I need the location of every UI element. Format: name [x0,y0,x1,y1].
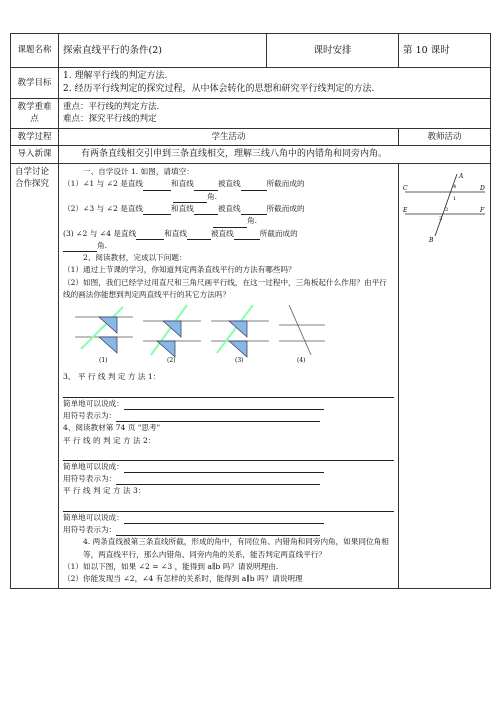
final-question-1: （1）如以下图，如果 ∠2 = ∠3 ，能得到 a∥b 吗？请说明理由. [63,561,279,571]
fig-label-1: (1) [99,357,108,364]
final-question: 4. 两条直线被第三条直线所截，形成的角中，有同位角、内错角和同旁内角，如果同位角相等，两直线平行，那么内错角、同旁内角的关系，能否判定两直线平行？ [83,537,389,559]
goals-row [11,68,491,99]
explore-content [59,164,399,588]
course-title: 探索直线平行的条件(2) [59,34,267,68]
goals-label: 教学目标 [11,68,59,99]
header-row [11,34,491,68]
teacher-activity-header: 教师活动 [399,128,491,145]
angle-1: 1 [453,196,457,203]
simple-say-3: 简单地可以说成： [63,512,394,524]
angle-3: 3 [439,216,443,223]
goal-item-1: 1. 理解平行线的判定方法. [63,71,168,81]
blank-line [63,449,394,461]
goals-content [59,68,491,99]
final-question-2: （2）你能发现当 ∠2，∠4 有怎样的关系时，能得到 a∥b 吗？请说明理 [63,574,303,584]
key-difficulty: 难点：探究平行线的判定 [63,114,157,125]
goal-item-2: 2. 经历平行线判定的探究过程，从中体会转化的思想和研究平行线判定的方法. [63,84,375,95]
fig-label-2: (2) [167,357,176,364]
question-3: (3) ∠2 与 ∠4 是直线 和直线 被直线 所截而成的 [63,228,394,240]
label-B: B [429,237,434,245]
symbol-form-2: 用符号表示为： [63,473,394,485]
label-A: A [459,173,464,181]
method-3-title: 平 行 线 判 定 方 法 3： [63,486,146,496]
explore-label: 自学讨论合作探究 [11,164,59,588]
reading-2-title: 4、阅读教材第 74 页 "思考" [63,423,161,433]
student-activity-header: 学生活动 [59,128,399,145]
label-D: D [480,185,485,193]
simple-say-2: 简单地可以说成： [63,461,394,473]
simple-say-1: 简单地可以说成： [63,398,394,410]
process-label: 教学过程 [11,128,59,145]
question-1: （1）∠1 与 ∠2 是直线 和直线 被直线 所截而成的 [63,178,394,190]
ruler-figures [73,303,394,363]
method-1-title: 3、 平 行 线 判 定 方 法 1： [63,372,161,382]
process-row [11,128,491,145]
period-suffix: 课时 [430,44,450,56]
reading-title: 2、阅读教材，完成以下问题： [83,253,187,263]
key-points-label: 教学重难点 [11,99,59,129]
blank-line [63,500,394,512]
reading-q2: （2）如图，我们已经学过用直尺和三角尺画平行线，在这一过程中，三角板起什么作用？由平行线的画法你能想到判定两直线平行的其它方法吗？ [63,277,387,300]
self-study-title: 一、自学设计 1. 如图，请填空： [83,167,194,177]
key-points-content [59,99,491,129]
intro-text: 有两条直线相交引申到三条直线相交，理解三线八角中的内错角和同旁内角。 [59,146,491,164]
fig-label-4: (4) [297,357,306,364]
course-title-label: 课题名称 [11,34,59,68]
answer-line-2: 角. [63,215,394,227]
angle-4: 4 [453,184,457,191]
figure-2 [141,303,203,363]
period-cell [399,34,491,68]
method-2-title: 平 行 线 的 判 定 方 法 2： [63,435,156,445]
angle-2: 2 [445,207,449,214]
reading-q1: （1）通过上节课的学习，你知道判定两条直线平行的方法有哪些吗？ [63,265,296,275]
intersecting-lines-diagram [401,170,487,244]
answer-line-1: 角. [63,191,394,203]
figure-4 [277,303,327,363]
label-E: E [403,207,408,215]
intro-row [11,146,491,164]
fig-label-3: (3) [235,357,244,364]
label-F: F [480,207,485,215]
lesson-plan-table [10,33,491,589]
key-points-row [11,99,491,129]
teacher-activity-column [399,164,491,588]
schedule-label: 课时安排 [267,34,399,68]
symbol-form-3: 用符号表示为： [63,524,394,536]
period-prefix: 第 [403,44,413,56]
explore-row [11,164,491,588]
answer-line-3: 角. [63,240,394,252]
key-focus: 重点：平行线的判定方法. [63,102,160,113]
blank-line [63,386,394,398]
question-2: （2）∠3 与 ∠2 是直线 和直线 被直线 所截而成的 [63,203,394,215]
symbol-form-1: 用符号表示为： [63,410,394,422]
intro-label: 导入新课 [11,146,59,164]
label-C: C [403,185,408,193]
period-number: 10 [415,44,428,56]
figure-3 [209,303,271,363]
figure-1 [73,303,135,363]
